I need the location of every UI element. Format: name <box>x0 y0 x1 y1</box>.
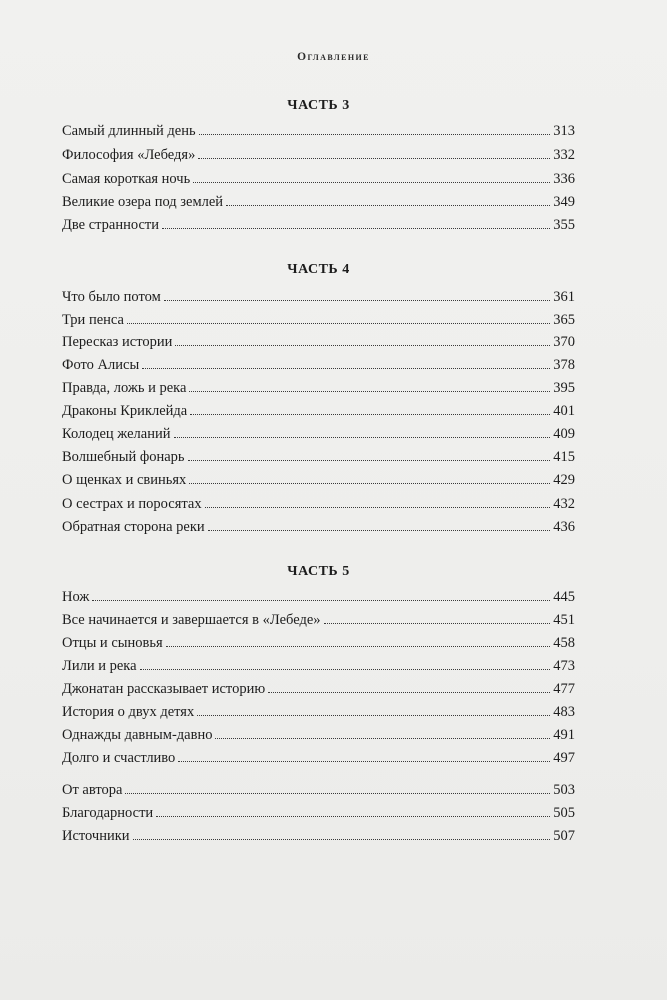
entry-page: 445 <box>553 589 575 605</box>
dot-leader <box>175 332 550 346</box>
toc-entry <box>62 378 575 398</box>
toc-entry <box>62 517 575 537</box>
dot-leader <box>197 702 550 716</box>
toc-entry <box>62 702 575 722</box>
entry-title: История о двух детях <box>62 704 195 720</box>
entry-title: Обратная сторона реки <box>62 519 205 535</box>
dot-leader <box>142 355 550 369</box>
entry-page: 361 <box>553 289 575 305</box>
entry-title: О щенках и свиньях <box>62 472 187 488</box>
dot-leader <box>198 145 550 159</box>
entry-page: 370 <box>553 334 575 350</box>
dot-leader <box>199 121 551 135</box>
entry-title: Все начинается и завершается в «Лебеде» <box>62 612 321 628</box>
entry-title: Самый длинный день <box>62 123 196 139</box>
entry-title: Что было потом <box>62 289 161 305</box>
entry-page: 483 <box>553 704 575 720</box>
toc-entry <box>62 169 575 189</box>
dot-leader <box>166 633 551 647</box>
toc-entry <box>62 355 575 375</box>
entry-page: 336 <box>553 171 575 187</box>
entry-title: Самая короткая ночь <box>62 171 191 187</box>
dot-leader <box>125 780 550 794</box>
dot-leader <box>193 169 550 183</box>
toc-entry <box>62 424 575 444</box>
entry-page: 491 <box>553 727 575 743</box>
entry-page: 332 <box>553 147 575 163</box>
entry-title: О сестрах и поросятах <box>62 496 202 512</box>
entry-page: 355 <box>553 217 575 233</box>
toc-entry <box>62 192 575 212</box>
dot-leader <box>162 215 550 229</box>
entry-title: Фото Алисы <box>62 357 140 373</box>
entry-page: 365 <box>553 312 575 328</box>
toc-entry <box>62 633 575 653</box>
entry-page: 458 <box>553 635 575 651</box>
dot-leader <box>189 470 550 484</box>
entry-page: 451 <box>553 612 575 628</box>
entry-page: 473 <box>553 658 575 674</box>
entry-page: 395 <box>553 380 575 396</box>
entry-title: Джонатан рассказывает историю <box>62 681 266 697</box>
toc-entry <box>62 470 575 490</box>
entry-title: Колодец желаний <box>62 426 171 442</box>
entry-title: Правда, ложь и река <box>62 380 187 396</box>
entry-page: 401 <box>553 403 575 419</box>
entry-page: 429 <box>553 472 575 488</box>
toc-entry <box>62 145 575 165</box>
toc-entry <box>62 447 575 467</box>
toc-entry <box>62 679 575 699</box>
entry-title: Долго и счастливо <box>62 750 176 766</box>
dot-leader <box>164 287 550 301</box>
entry-page: 415 <box>553 449 575 465</box>
toc-entry <box>62 332 575 352</box>
entry-title: Две странности <box>62 217 160 233</box>
dot-leader <box>189 378 550 392</box>
entry-page: 477 <box>553 681 575 697</box>
toc-entry <box>62 748 575 768</box>
dot-leader <box>133 826 551 840</box>
dot-leader <box>92 587 550 601</box>
dot-leader <box>208 517 551 531</box>
entry-title: Отцы и сыновья <box>62 635 163 651</box>
entry-page: 507 <box>553 828 575 844</box>
dot-leader <box>188 447 551 461</box>
toc-entry <box>62 215 575 235</box>
dot-leader <box>127 310 550 324</box>
part-title: ЧАСТЬ 5 <box>287 564 350 579</box>
entry-title: Однажды давным-давно <box>62 727 213 743</box>
entry-page: 497 <box>553 750 575 766</box>
dot-leader <box>215 725 550 739</box>
toc-entry <box>62 803 575 823</box>
entry-title: От автора <box>62 782 123 798</box>
entry-title: Философия «Лебедя» <box>62 147 196 163</box>
toc-entry <box>62 287 575 307</box>
toc-entry <box>62 310 575 330</box>
page-header: Оглавление <box>297 51 370 63</box>
entry-title: Источники <box>62 828 130 844</box>
entry-page: 349 <box>553 194 575 210</box>
entry-page: 436 <box>553 519 575 535</box>
dot-leader <box>190 401 550 415</box>
toc-entry <box>62 725 575 745</box>
entry-title: Волшебный фонарь <box>62 449 185 465</box>
entry-title: Нож <box>62 589 90 605</box>
entry-title: Благодарности <box>62 805 154 821</box>
toc-entry <box>62 401 575 421</box>
dot-leader <box>140 656 551 670</box>
dot-leader <box>156 803 550 817</box>
entry-page: 313 <box>553 123 575 139</box>
toc-entry <box>62 780 575 800</box>
dot-leader <box>268 679 550 693</box>
dot-leader <box>226 192 550 206</box>
entry-title: Великие озера под землей <box>62 194 224 210</box>
entry-title: Драконы Криклейда <box>62 403 188 419</box>
toc-entry <box>62 494 575 514</box>
dot-leader <box>324 610 551 624</box>
entry-page: 503 <box>553 782 575 798</box>
toc-entry <box>62 656 575 676</box>
entry-title: Пересказ истории <box>62 334 173 350</box>
toc-entry <box>62 121 575 141</box>
toc-entry <box>62 610 575 630</box>
toc-entry <box>62 826 575 846</box>
entry-page: 378 <box>553 357 575 373</box>
toc-entry <box>62 587 575 607</box>
entry-page: 505 <box>553 805 575 821</box>
part-title: ЧАСТЬ 3 <box>287 98 350 113</box>
entry-title: Три пенса <box>62 312 124 328</box>
dot-leader <box>174 424 551 438</box>
entry-page: 432 <box>553 496 575 512</box>
dot-leader <box>205 494 551 508</box>
dot-leader <box>178 748 550 762</box>
entry-title: Лили и река <box>62 658 137 674</box>
part-title: ЧАСТЬ 4 <box>287 262 350 277</box>
entry-page: 409 <box>553 426 575 442</box>
